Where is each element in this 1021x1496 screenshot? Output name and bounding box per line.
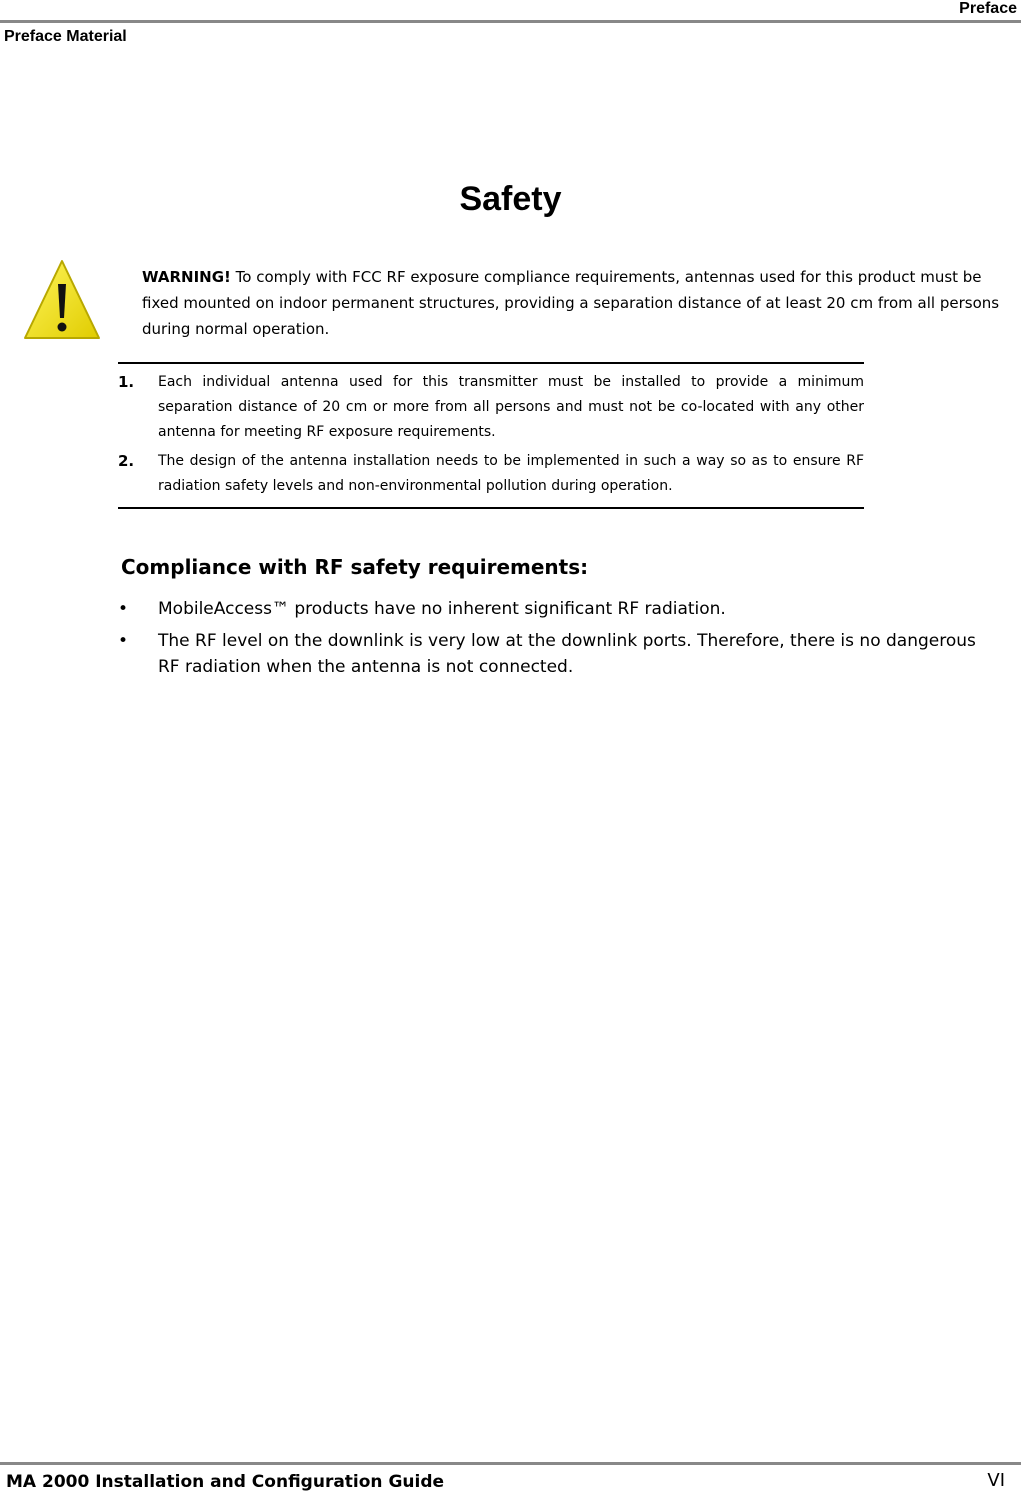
- list-item: [118, 370, 864, 445]
- bullet-text: The RF level on the downlink is very low at the downlink ports. Therefore, there is no dangerous RF radiation when the antenna is not connected.: [158, 631, 976, 677]
- list-item-text: Each individual antenna used for this transmitter must be installed to provide a minimum separation distance of 20 cm or more from all persons and must not be co-located with any other antenna for meeting RF exposure requirements.: [158, 374, 864, 440]
- warning-body: To comply with FCC RF exposure compliance requirements, antennas used for this product must be fixed mounted on indoor permanent structures, providing a separation distance of at least 20 cm from all persons during normal operation.: [142, 268, 1000, 338]
- compliance-bullets: [118, 596, 988, 686]
- compliance-heading: Compliance with RF safety requirements:: [121, 555, 589, 579]
- list-item-number: 1.: [118, 373, 135, 391]
- warning-text: [142, 264, 1012, 342]
- list-item: [118, 596, 988, 622]
- list-item-text: The design of the antenna installation needs to be implemented in such a way so as to ensure RF radiation safety levels and non-environmental pollution during operation.: [158, 453, 864, 494]
- numbered-list: [118, 362, 864, 509]
- list-item-number: 2.: [118, 452, 135, 470]
- header-rule: [0, 20, 1021, 23]
- warning-label: WARNING!: [142, 268, 231, 286]
- page-title: Safety: [459, 180, 562, 218]
- header-section: Preface Material: [4, 28, 127, 45]
- bullet-text: MobileAccess™ products have no inherent significant RF radiation.: [158, 599, 726, 619]
- list-item: [118, 628, 988, 680]
- bullet-icon: •: [118, 599, 129, 619]
- warning-triangle-icon: [22, 258, 102, 342]
- footer-guide-title: MA 2000 Installation and Configuration Guide: [6, 1472, 445, 1492]
- bullet-icon: •: [118, 631, 129, 651]
- header-chapter: Preface: [959, 0, 1017, 17]
- footer-rule: [0, 1462, 1021, 1465]
- list-item: [118, 449, 864, 499]
- footer-page-number: VI: [987, 1470, 1005, 1491]
